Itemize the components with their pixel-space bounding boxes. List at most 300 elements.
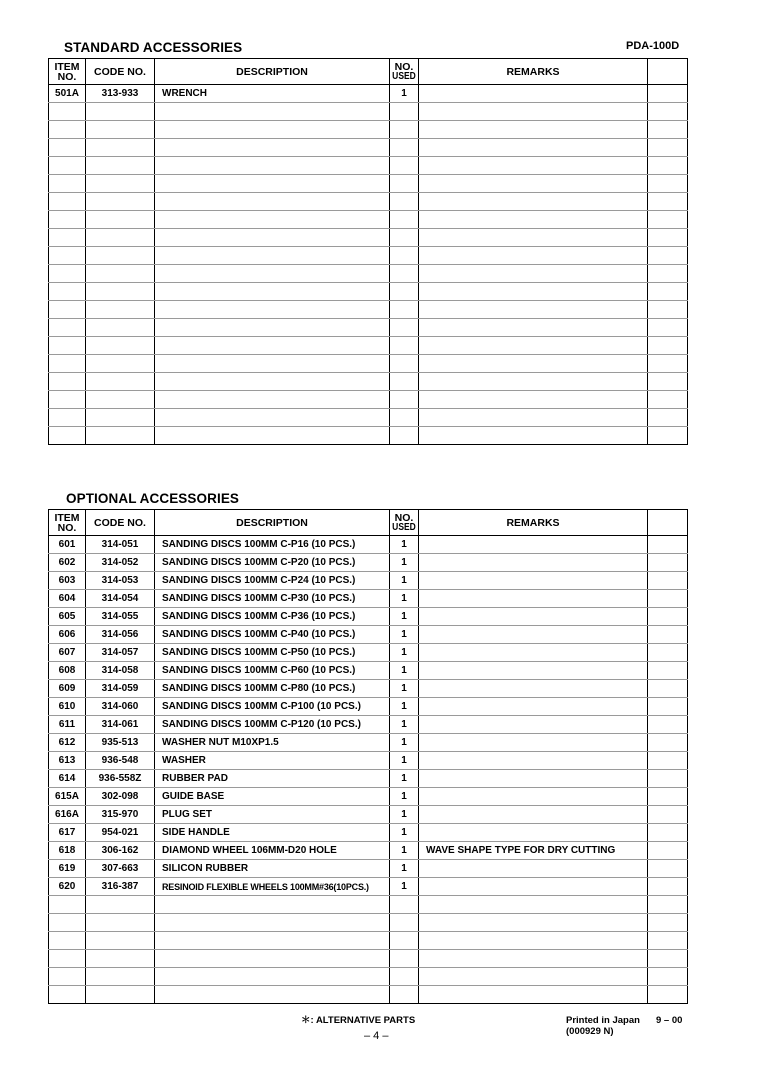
extra-cell <box>648 103 688 121</box>
item-no-cell: 611 <box>49 716 86 734</box>
extra-cell <box>648 211 688 229</box>
extra-cell <box>648 698 688 716</box>
code-no-cell: 935-513 <box>86 734 155 752</box>
no-used-cell: 1 <box>390 680 419 698</box>
code-no-cell: 314-054 <box>86 590 155 608</box>
table-row <box>49 193 688 211</box>
remarks-cell <box>419 950 648 968</box>
table-row <box>49 680 688 698</box>
extra-header <box>648 59 688 85</box>
table-row <box>49 283 688 301</box>
item-no-cell <box>49 139 86 157</box>
no-used-cell <box>390 373 419 391</box>
remarks-cell <box>419 391 648 409</box>
extra-header <box>648 510 688 536</box>
table-row <box>49 391 688 409</box>
item-no-cell <box>49 283 86 301</box>
extra-cell <box>648 247 688 265</box>
description-cell <box>155 121 390 139</box>
extra-cell <box>648 824 688 842</box>
description-cell: SANDING DISCS 100MM C-P80 (10 PCS.) <box>155 680 390 698</box>
no-used-cell: 1 <box>390 716 419 734</box>
remarks-cell <box>419 932 648 950</box>
code-no-cell: 302-098 <box>86 788 155 806</box>
remarks-cell <box>419 427 648 445</box>
remarks-cell: WAVE SHAPE TYPE FOR DRY CUTTING <box>419 842 648 860</box>
item-no-cell: 620 <box>49 878 86 896</box>
description-cell: SANDING DISCS 100MM C-P36 (10 PCS.) <box>155 608 390 626</box>
extra-cell <box>648 842 688 860</box>
remarks-cell <box>419 698 648 716</box>
item-no-cell <box>49 391 86 409</box>
no-used-cell: 1 <box>390 842 419 860</box>
item-no-cell: 603 <box>49 572 86 590</box>
code-no-cell <box>86 283 155 301</box>
item-no-cell: 614 <box>49 770 86 788</box>
remarks-cell <box>419 770 648 788</box>
no-used-cell <box>390 968 419 986</box>
table-row <box>49 229 688 247</box>
description-cell: SANDING DISCS 100MM C-P20 (10 PCS.) <box>155 554 390 572</box>
table-row <box>49 734 688 752</box>
remarks-cell <box>419 878 648 896</box>
remarks-cell <box>419 355 648 373</box>
extra-cell <box>648 662 688 680</box>
description-cell: GUIDE BASE <box>155 788 390 806</box>
no-used-cell: 1 <box>390 770 419 788</box>
version-code: 9 – 00 <box>656 1015 683 1026</box>
extra-cell <box>648 716 688 734</box>
description-cell <box>155 968 390 986</box>
remarks-cell <box>419 806 648 824</box>
table-row <box>49 427 688 445</box>
table-row <box>49 409 688 427</box>
date-code: (000929 N) <box>566 1026 614 1037</box>
code-no-cell: 307-663 <box>86 860 155 878</box>
extra-cell <box>648 157 688 175</box>
remarks-cell <box>419 193 648 211</box>
item-no-cell <box>49 265 86 283</box>
code-no-cell <box>86 427 155 445</box>
description-cell <box>155 932 390 950</box>
description-cell: SANDING DISCS 100MM C-P16 (10 PCS.) <box>155 536 390 554</box>
no-used-cell: 1 <box>390 608 419 626</box>
code-no-cell <box>86 319 155 337</box>
printed-in-japan: Printed in Japan <box>566 1015 640 1026</box>
model-number: PDA-100D <box>626 40 680 52</box>
remarks-cell <box>419 986 648 1004</box>
description-cell: SANDING DISCS 100MM C-P40 (10 PCS.) <box>155 626 390 644</box>
no-used-cell <box>390 175 419 193</box>
item-no-cell: 618 <box>49 842 86 860</box>
item-no-cell <box>49 409 86 427</box>
code-no-cell: 316-387 <box>86 878 155 896</box>
description-cell: PLUG SET <box>155 806 390 824</box>
description-cell <box>155 193 390 211</box>
no-used-cell <box>390 247 419 265</box>
remarks-cell <box>419 680 648 698</box>
table-row <box>49 716 688 734</box>
no-used-cell <box>390 409 419 427</box>
item-no-header: ITEM NO. <box>49 59 86 85</box>
remarks-cell <box>419 121 648 139</box>
extra-cell <box>648 590 688 608</box>
extra-cell <box>648 932 688 950</box>
table-row <box>49 860 688 878</box>
code-no-cell <box>86 157 155 175</box>
item-no-cell <box>49 950 86 968</box>
description-cell: SANDING DISCS 100MM C-P60 (10 PCS.) <box>155 662 390 680</box>
remarks-cell <box>419 157 648 175</box>
description-cell <box>155 301 390 319</box>
code-no-cell: 314-059 <box>86 680 155 698</box>
table-row <box>49 986 688 1004</box>
no-used-cell <box>390 211 419 229</box>
no-used-cell <box>390 229 419 247</box>
remarks-cell <box>419 229 648 247</box>
remarks-cell <box>419 554 648 572</box>
no-used-cell: 1 <box>390 85 419 103</box>
code-no-cell: 314-058 <box>86 662 155 680</box>
description-cell <box>155 103 390 121</box>
remarks-cell <box>419 644 648 662</box>
extra-cell <box>648 878 688 896</box>
table-row <box>49 85 688 103</box>
description-cell <box>155 409 390 427</box>
no-used-cell <box>390 319 419 337</box>
alternative-parts-note: ＊: ALTERNATIVE PARTS <box>301 1015 416 1026</box>
code-no-cell <box>86 175 155 193</box>
table-row <box>49 211 688 229</box>
remarks-cell <box>419 590 648 608</box>
description-cell <box>155 337 390 355</box>
remarks-cell <box>419 409 648 427</box>
remarks-cell <box>419 103 648 121</box>
code-no-cell <box>86 337 155 355</box>
item-no-cell <box>49 301 86 319</box>
remarks-header: REMARKS <box>419 59 648 85</box>
extra-cell <box>648 265 688 283</box>
code-no-cell <box>86 229 155 247</box>
description-cell: SANDING DISCS 100MM C-P120 (10 PCS.) <box>155 716 390 734</box>
item-no-cell <box>49 247 86 265</box>
item-no-cell: 607 <box>49 644 86 662</box>
no-used-cell <box>390 427 419 445</box>
table-row <box>49 265 688 283</box>
no-used-cell <box>390 283 419 301</box>
description-cell <box>155 427 390 445</box>
code-no-cell: 314-051 <box>86 536 155 554</box>
no-used-cell <box>390 950 419 968</box>
extra-cell <box>648 337 688 355</box>
table-row <box>49 301 688 319</box>
no-used-cell: 1 <box>390 644 419 662</box>
remarks-cell <box>419 139 648 157</box>
no-used-cell: 1 <box>390 824 419 842</box>
table-row <box>49 878 688 896</box>
no-used-cell <box>390 932 419 950</box>
no-used-cell <box>390 193 419 211</box>
table-row <box>49 662 688 680</box>
description-header: DESCRIPTION <box>155 510 390 536</box>
code-no-cell: 314-053 <box>86 572 155 590</box>
code-no-cell <box>86 986 155 1004</box>
description-cell: WASHER NUT M10XP1.5 <box>155 734 390 752</box>
code-no-cell <box>86 391 155 409</box>
table-row <box>49 788 688 806</box>
extra-cell <box>648 950 688 968</box>
extra-cell <box>648 608 688 626</box>
table-row <box>49 337 688 355</box>
code-no-cell: 314-056 <box>86 626 155 644</box>
table-row <box>49 824 688 842</box>
description-cell <box>155 139 390 157</box>
no-used-cell: 1 <box>390 626 419 644</box>
code-no-cell <box>86 247 155 265</box>
description-cell <box>155 914 390 932</box>
item-no-cell: 613 <box>49 752 86 770</box>
description-cell <box>155 175 390 193</box>
remarks-cell <box>419 175 648 193</box>
table-row <box>49 950 688 968</box>
item-no-cell: 601 <box>49 536 86 554</box>
item-no-cell <box>49 193 86 211</box>
extra-cell <box>648 554 688 572</box>
no-used-cell: 1 <box>390 698 419 716</box>
code-no-cell <box>86 914 155 932</box>
code-no-cell: 314-060 <box>86 698 155 716</box>
extra-cell <box>648 373 688 391</box>
extra-cell <box>648 283 688 301</box>
code-no-cell <box>86 193 155 211</box>
extra-cell <box>648 355 688 373</box>
remarks-cell <box>419 824 648 842</box>
description-cell <box>155 157 390 175</box>
description-cell: WASHER <box>155 752 390 770</box>
description-cell <box>155 229 390 247</box>
table-row <box>49 752 688 770</box>
description-cell <box>155 950 390 968</box>
remarks-cell <box>419 283 648 301</box>
table-row <box>49 572 688 590</box>
table-row <box>49 770 688 788</box>
code-no-cell: 306-162 <box>86 842 155 860</box>
description-cell <box>155 355 390 373</box>
remarks-cell <box>419 752 648 770</box>
table-row <box>49 319 688 337</box>
remarks-cell <box>419 301 648 319</box>
description-cell <box>155 391 390 409</box>
description-cell <box>155 373 390 391</box>
optional-accessories-title: OPTIONAL ACCESSORIES <box>66 491 240 506</box>
table-row <box>49 554 688 572</box>
no-used-cell: 1 <box>390 536 419 554</box>
table-row <box>49 139 688 157</box>
item-no-cell <box>49 914 86 932</box>
extra-cell <box>648 175 688 193</box>
remarks-cell <box>419 319 648 337</box>
item-no-cell: 501A <box>49 85 86 103</box>
no-used-cell <box>390 139 419 157</box>
no-used-cell <box>390 265 419 283</box>
extra-cell <box>648 85 688 103</box>
item-no-cell <box>49 373 86 391</box>
standard-accessories-table <box>48 58 688 445</box>
code-no-cell: 314-061 <box>86 716 155 734</box>
remarks-cell <box>419 536 648 554</box>
extra-cell <box>648 229 688 247</box>
table-row <box>49 590 688 608</box>
extra-cell <box>648 644 688 662</box>
no-used-cell: 1 <box>390 572 419 590</box>
extra-cell <box>648 770 688 788</box>
item-no-cell: 608 <box>49 662 86 680</box>
description-cell <box>155 283 390 301</box>
item-no-cell: 616A <box>49 806 86 824</box>
table-row <box>49 608 688 626</box>
code-no-cell: 314-057 <box>86 644 155 662</box>
remarks-cell <box>419 247 648 265</box>
code-no-cell <box>86 896 155 914</box>
extra-cell <box>648 391 688 409</box>
description-cell <box>155 896 390 914</box>
item-no-cell: 610 <box>49 698 86 716</box>
code-no-cell <box>86 968 155 986</box>
extra-cell <box>648 626 688 644</box>
code-no-cell <box>86 265 155 283</box>
code-no-header: CODE NO. <box>86 510 155 536</box>
no-used-cell <box>390 157 419 175</box>
code-no-cell <box>86 409 155 427</box>
table-row <box>49 373 688 391</box>
table-row <box>49 355 688 373</box>
item-no-cell <box>49 896 86 914</box>
code-no-cell <box>86 950 155 968</box>
table-row <box>49 698 688 716</box>
item-no-cell <box>49 175 86 193</box>
extra-cell <box>648 788 688 806</box>
extra-cell <box>648 139 688 157</box>
extra-cell <box>648 536 688 554</box>
standard-accessories-title: STANDARD ACCESSORIES <box>64 40 243 55</box>
extra-cell <box>648 301 688 319</box>
no-used-cell <box>390 986 419 1004</box>
table-row <box>49 914 688 932</box>
extra-cell <box>648 752 688 770</box>
extra-cell <box>648 986 688 1004</box>
code-no-cell: 313-933 <box>86 85 155 103</box>
code-no-header: CODE NO. <box>86 59 155 85</box>
remarks-cell <box>419 716 648 734</box>
item-no-cell: 606 <box>49 626 86 644</box>
description-cell: RESINOID FLEXIBLE WHEELS 100MM#36(10PCS.) <box>155 878 390 896</box>
extra-cell <box>648 680 688 698</box>
no-used-cell: 1 <box>390 590 419 608</box>
table-row <box>49 968 688 986</box>
remarks-cell <box>419 337 648 355</box>
description-cell: WRENCH <box>155 85 390 103</box>
description-cell <box>155 247 390 265</box>
item-no-cell <box>49 427 86 445</box>
remarks-cell <box>419 860 648 878</box>
table-row <box>49 121 688 139</box>
item-no-cell <box>49 355 86 373</box>
item-no-cell <box>49 229 86 247</box>
code-no-cell: 314-055 <box>86 608 155 626</box>
extra-cell <box>648 860 688 878</box>
table-row <box>49 806 688 824</box>
description-cell: SIDE HANDLE <box>155 824 390 842</box>
table-row <box>49 536 688 554</box>
remarks-cell <box>419 373 648 391</box>
code-no-cell <box>86 301 155 319</box>
remarks-cell <box>419 265 648 283</box>
no-used-cell <box>390 121 419 139</box>
description-cell: SANDING DISCS 100MM C-P30 (10 PCS.) <box>155 590 390 608</box>
item-no-cell: 619 <box>49 860 86 878</box>
item-no-cell: 609 <box>49 680 86 698</box>
item-no-cell <box>49 932 86 950</box>
item-no-cell <box>49 986 86 1004</box>
remarks-header: REMARKS <box>419 510 648 536</box>
remarks-cell <box>419 211 648 229</box>
item-no-cell <box>49 211 86 229</box>
table-row <box>49 932 688 950</box>
item-no-cell: 612 <box>49 734 86 752</box>
page-number: – 4 – <box>364 1030 389 1042</box>
optional-accessories-table <box>48 509 688 1004</box>
extra-cell <box>648 734 688 752</box>
table-row <box>49 896 688 914</box>
remarks-cell <box>419 734 648 752</box>
item-no-cell: 617 <box>49 824 86 842</box>
no-used-cell: 1 <box>390 554 419 572</box>
code-no-cell <box>86 139 155 157</box>
item-no-cell <box>49 337 86 355</box>
description-cell <box>155 265 390 283</box>
description-cell: SANDING DISCS 100MM C-P24 (10 PCS.) <box>155 572 390 590</box>
no-used-cell: 1 <box>390 752 419 770</box>
item-no-cell: 605 <box>49 608 86 626</box>
table-header-row <box>49 510 688 536</box>
description-cell: SANDING DISCS 100MM C-P50 (10 PCS.) <box>155 644 390 662</box>
description-cell: SILICON RUBBER <box>155 860 390 878</box>
no-used-cell: 1 <box>390 878 419 896</box>
no-used-cell <box>390 896 419 914</box>
remarks-cell <box>419 914 648 932</box>
description-cell <box>155 986 390 1004</box>
item-no-cell <box>49 319 86 337</box>
extra-cell <box>648 968 688 986</box>
no-used-cell: 1 <box>390 860 419 878</box>
code-no-cell <box>86 103 155 121</box>
code-no-cell: 954-021 <box>86 824 155 842</box>
item-no-cell: 615A <box>49 788 86 806</box>
no-used-cell <box>390 337 419 355</box>
item-no-header: ITEM NO. <box>49 510 86 536</box>
code-no-cell: 314-052 <box>86 554 155 572</box>
remarks-cell <box>419 572 648 590</box>
extra-cell <box>648 319 688 337</box>
extra-cell <box>648 409 688 427</box>
table-row <box>49 842 688 860</box>
code-no-cell <box>86 121 155 139</box>
remarks-cell <box>419 896 648 914</box>
extra-cell <box>648 427 688 445</box>
no-used-cell: 1 <box>390 788 419 806</box>
no-used-cell <box>390 391 419 409</box>
remarks-cell <box>419 626 648 644</box>
